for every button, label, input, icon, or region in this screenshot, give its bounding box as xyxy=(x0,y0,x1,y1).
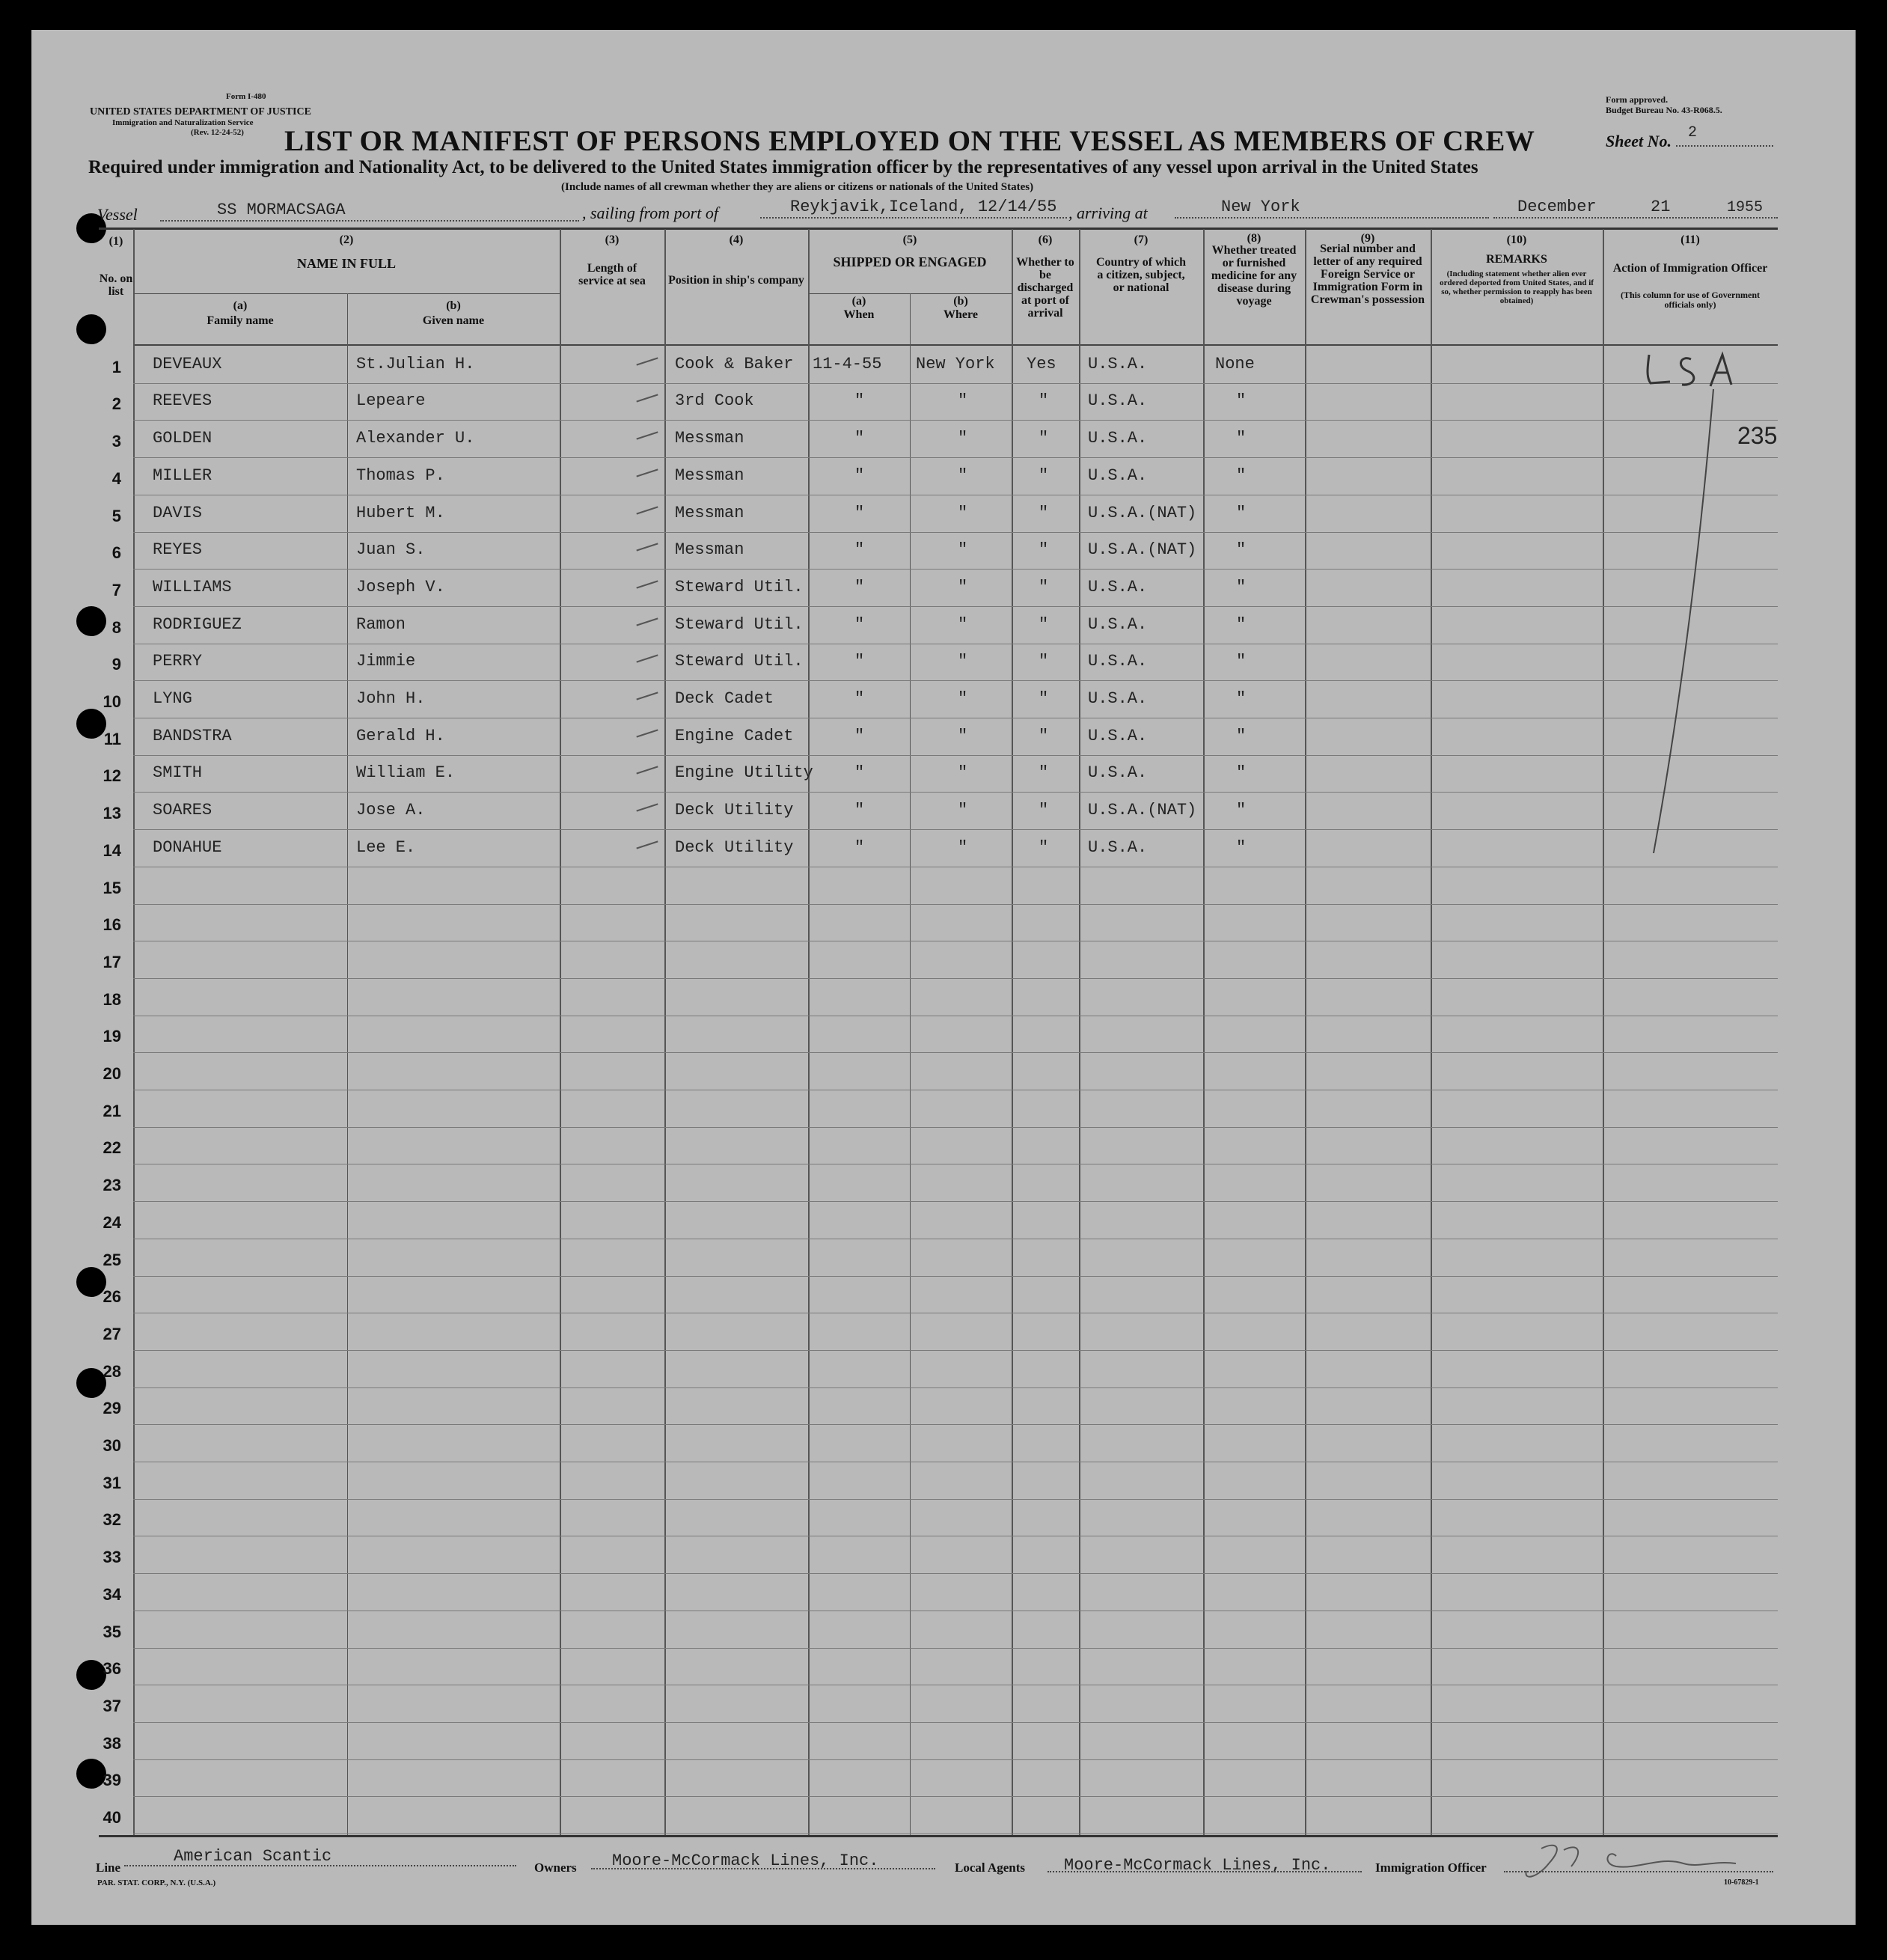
col9-label: Serial number and letter of any required Foreign Service or Immigration Form in Crewman's possession xyxy=(1310,242,1425,306)
col1-label: No. on list xyxy=(99,272,133,298)
line-label: Line xyxy=(96,1860,121,1875)
row-number: 40 xyxy=(103,1808,121,1827)
sailing-label: , sailing from port of xyxy=(582,204,718,222)
budget-bureau: Budget Bureau No. 43-R068.5. xyxy=(1606,105,1722,115)
department: UNITED STATES DEPARTMENT OF JUSTICE xyxy=(90,106,311,117)
punch-hole xyxy=(76,314,106,344)
crew-position: Messman xyxy=(675,504,744,522)
row-number: 33 xyxy=(103,1548,121,1566)
crew-family: DONAHUE xyxy=(153,838,222,857)
crew-given: Lee E. xyxy=(356,838,416,857)
crew-family: MILLER xyxy=(153,466,212,485)
vessel-name: SS MORMACSAGA xyxy=(217,201,346,219)
subtitle: Required under immigration and Nationality Act, to be delivered to the United States immigration officer by the representatives of any vessel upon arrival in the United States xyxy=(88,157,1478,177)
crew-country: U.S.A. xyxy=(1088,355,1148,373)
crew-when: " xyxy=(854,391,865,410)
crew-given: John H. xyxy=(356,689,426,708)
row-number: 4 xyxy=(111,469,121,488)
sailing-from: Reykjavik,Iceland, 12/14/55 xyxy=(790,198,1057,216)
crew-when: 11-4-55 xyxy=(813,355,882,373)
crew-discharged: " xyxy=(1039,689,1049,708)
owners-label: Owners xyxy=(534,1860,577,1875)
col11-sub: (This column for use of Government officials only) xyxy=(1620,290,1761,310)
crew-discharged: " xyxy=(1039,652,1049,671)
col11-label: Action of Immigration Officer xyxy=(1612,262,1768,275)
crew-discharged: " xyxy=(1039,615,1049,634)
crew-discharged: " xyxy=(1039,391,1049,410)
crew-when: " xyxy=(854,578,865,596)
col7-num: (7) xyxy=(1134,233,1149,246)
crew-country: U.S.A. xyxy=(1088,763,1148,782)
row-number: 14 xyxy=(103,841,121,860)
crew-when: " xyxy=(854,429,865,448)
row-number: 30 xyxy=(103,1436,121,1455)
crew-position: Deck Utility xyxy=(675,838,794,857)
col2-num: (2) xyxy=(339,233,354,246)
crew-discharged: Yes xyxy=(1027,355,1056,373)
crew-discharged: " xyxy=(1039,466,1049,485)
crew-where: " xyxy=(958,763,968,782)
crew-discharged: " xyxy=(1039,504,1049,522)
crew-medicine: " xyxy=(1236,466,1247,485)
crew-given: Gerald H. xyxy=(356,727,445,745)
crew-when: " xyxy=(854,504,865,522)
col5a-num: (a) xyxy=(851,295,866,308)
sheet-label: Sheet No. xyxy=(1606,132,1672,150)
col10-sub: (Including statement whether alien ever ordered deported from United States, and if so, whether permission to reapply has been obtained) xyxy=(1440,269,1594,305)
crew-when: " xyxy=(854,838,865,857)
crew-medicine: " xyxy=(1236,504,1247,522)
crew-given: Ramon xyxy=(356,615,406,634)
crew-position: Steward Util. xyxy=(675,652,804,671)
row-number: 20 xyxy=(103,1064,121,1083)
row-number: 18 xyxy=(103,990,121,1009)
crew-when: " xyxy=(854,466,865,485)
row-number: 36 xyxy=(103,1659,121,1678)
col4-num: (4) xyxy=(729,233,744,246)
row-number: 19 xyxy=(103,1027,121,1045)
crew-where: " xyxy=(958,578,968,596)
note: (Include names of all crewman whether they are aliens or citizens or nationals of the United States) xyxy=(561,181,1034,193)
col5a-label: When xyxy=(843,308,875,321)
crew-when: " xyxy=(854,615,865,634)
col4-label: Position in ship's company xyxy=(668,274,804,287)
crew-when: " xyxy=(854,652,865,671)
crew-position: Steward Util. xyxy=(675,578,804,596)
col8-num: (8) xyxy=(1247,232,1261,245)
crew-when: " xyxy=(854,801,865,819)
line-name: American Scantic xyxy=(174,1847,332,1866)
col6-label: Whether to be discharged at port of arrival xyxy=(1016,256,1074,320)
col2b-label: Given name xyxy=(422,314,485,327)
crew-country: U.S.A.(NAT) xyxy=(1088,504,1197,522)
crew-discharged: " xyxy=(1039,763,1049,782)
crew-medicine: " xyxy=(1236,838,1247,857)
arrival-year: 1955 xyxy=(1727,199,1764,216)
crew-family: DAVIS xyxy=(153,504,203,522)
row-number: 27 xyxy=(103,1325,121,1343)
crew-given: Thomas P. xyxy=(356,466,445,485)
crew-where: " xyxy=(958,391,968,410)
crew-given: William E. xyxy=(356,763,456,782)
crew-family: BANDSTRA xyxy=(153,727,232,745)
crew-count: 235 xyxy=(1737,422,1778,449)
crew-country: U.S.A. xyxy=(1088,466,1148,485)
row-number: 12 xyxy=(103,766,121,785)
crew-country: U.S.A.(NAT) xyxy=(1088,540,1197,559)
crew-where: " xyxy=(958,615,968,634)
crew-discharged: " xyxy=(1039,578,1049,596)
officer-label: Immigration Officer xyxy=(1375,1860,1487,1875)
crew-position: Messman xyxy=(675,466,744,485)
row-number: 25 xyxy=(103,1251,121,1269)
crew-medicine: " xyxy=(1236,689,1247,708)
crew-medicine: " xyxy=(1236,801,1247,819)
row-number: 10 xyxy=(103,692,121,711)
crew-where: " xyxy=(958,540,968,559)
service: Immigration and Naturalization Service xyxy=(112,118,254,127)
agents-label: Local Agents xyxy=(955,1860,1025,1875)
crew-when: " xyxy=(854,727,865,745)
crew-medicine: " xyxy=(1236,578,1247,596)
crew-medicine: " xyxy=(1236,763,1247,782)
crew-country: U.S.A. xyxy=(1088,727,1148,745)
crew-country: U.S.A. xyxy=(1088,652,1148,671)
col3-num: (3) xyxy=(605,233,620,246)
row-number: 6 xyxy=(111,543,121,562)
crew-where: " xyxy=(958,801,968,819)
crew-country: U.S.A. xyxy=(1088,615,1148,634)
crew-where: " xyxy=(958,466,968,485)
row-number: 24 xyxy=(103,1213,121,1232)
col10-num: (10) xyxy=(1506,233,1527,246)
row-number: 32 xyxy=(103,1510,121,1529)
crew-family: GOLDEN xyxy=(153,429,212,448)
page-title: LIST OR MANIFEST OF PERSONS EMPLOYED ON THE VESSEL AS MEMBERS OF CREW xyxy=(284,125,1535,157)
crew-medicine: " xyxy=(1236,540,1247,559)
col11-num: (11) xyxy=(1680,233,1700,246)
col8-label: Whether treated or furnished medicine for any disease during voyage xyxy=(1211,244,1297,308)
crew-given: Jimmie xyxy=(356,652,416,671)
row-number: 21 xyxy=(103,1102,121,1120)
col7-label: Country of which a citizen, subject, or national xyxy=(1095,256,1186,294)
col9-num: (9) xyxy=(1360,232,1375,245)
crew-family: LYNG xyxy=(153,689,192,708)
row-number: 17 xyxy=(103,953,121,971)
crew-family: SMITH xyxy=(153,763,203,782)
crew-given: Hubert M. xyxy=(356,504,445,522)
crew-family: RODRIGUEZ xyxy=(153,615,242,634)
crew-country: U.S.A. xyxy=(1088,578,1148,596)
crew-when: " xyxy=(854,763,865,782)
row-number: 38 xyxy=(103,1734,121,1753)
row-number: 29 xyxy=(103,1399,121,1417)
row-number: 28 xyxy=(103,1362,121,1381)
crew-given: Jose A. xyxy=(356,801,426,819)
crew-position: Deck Cadet xyxy=(675,689,774,708)
col2a-label: Family name xyxy=(207,314,274,327)
crew-position: Engine Cadet xyxy=(675,727,794,745)
row-number: 31 xyxy=(103,1474,121,1492)
crew-family: REYES xyxy=(153,540,203,559)
row-number: 39 xyxy=(103,1771,121,1789)
row-number: 13 xyxy=(103,804,121,822)
row-number: 16 xyxy=(103,915,121,934)
crew-country: U.S.A. xyxy=(1088,391,1148,410)
crew-discharged: " xyxy=(1039,838,1049,857)
row-number: 35 xyxy=(103,1622,121,1641)
crew-when: " xyxy=(854,689,865,708)
crew-family: PERRY xyxy=(153,652,203,671)
col5b-num: (b) xyxy=(953,295,968,308)
crew-discharged: " xyxy=(1039,801,1049,819)
crew-where: " xyxy=(958,838,968,857)
row-number: 34 xyxy=(103,1585,121,1604)
crew-discharged: " xyxy=(1039,727,1049,745)
crew-medicine: " xyxy=(1236,391,1247,410)
col3-label: Length of service at sea xyxy=(578,262,646,287)
sheet-number: 2 xyxy=(1688,124,1698,141)
row-number: 15 xyxy=(103,879,121,897)
crew-position: Engine Utility xyxy=(675,763,813,782)
vessel-label: Vessel xyxy=(97,205,138,224)
crew-where: " xyxy=(958,652,968,671)
crew-given: Juan S. xyxy=(356,540,426,559)
crew-where: " xyxy=(958,689,968,708)
crew-position: Cook & Baker xyxy=(675,355,794,373)
agents-name: Moore-McCormack Lines, Inc. xyxy=(1064,1856,1331,1875)
col2a-num: (a) xyxy=(233,299,248,312)
row-number: 3 xyxy=(111,432,121,451)
col1-num: (1) xyxy=(108,235,123,248)
col10-label: REMARKS xyxy=(1486,253,1547,266)
crew-given: Joseph V. xyxy=(356,578,445,596)
crew-medicine: " xyxy=(1236,652,1247,671)
crew-discharged: " xyxy=(1039,540,1049,559)
row-number: 8 xyxy=(111,618,121,637)
col2b-num: (b) xyxy=(446,299,461,312)
crew-family: WILLIAMS xyxy=(153,578,232,596)
crew-family: REEVES xyxy=(153,391,212,410)
col5b-label: Where xyxy=(944,308,978,321)
owners-name: Moore-McCormack Lines, Inc. xyxy=(612,1851,879,1870)
row-number: 2 xyxy=(111,394,121,413)
row-number: 37 xyxy=(103,1697,121,1715)
crew-family: DEVEAUX xyxy=(153,355,222,373)
printer: PAR. STAT. CORP., N.Y. (U.S.A.) xyxy=(97,1878,216,1887)
arrival-month: December xyxy=(1517,198,1597,216)
row-number: 7 xyxy=(111,581,121,599)
crew-country: U.S.A. xyxy=(1088,838,1148,857)
arriving-label: , arriving at xyxy=(1068,204,1148,222)
crew-country: U.S.A.(NAT) xyxy=(1088,801,1197,819)
row-number: 26 xyxy=(103,1287,121,1306)
crew-given: Lepeare xyxy=(356,391,426,410)
crew-where: New York xyxy=(916,355,995,373)
crew-where: " xyxy=(958,429,968,448)
crew-country: U.S.A. xyxy=(1088,689,1148,708)
crew-given: Alexander U. xyxy=(356,429,475,448)
crew-where: " xyxy=(958,504,968,522)
crew-position: 3rd Cook xyxy=(675,391,754,410)
crew-position: Messman xyxy=(675,429,744,448)
col5-num: (5) xyxy=(902,233,917,246)
col5-label: SHIPPED OR ENGAGED xyxy=(833,254,987,269)
row-number: 9 xyxy=(111,655,121,674)
crew-where: " xyxy=(958,727,968,745)
row-number: 1 xyxy=(111,358,121,376)
col2-label: NAME IN FULL xyxy=(296,256,396,271)
row-number: 11 xyxy=(103,730,121,748)
crew-family: SOARES xyxy=(153,801,212,819)
crew-discharged: " xyxy=(1039,429,1049,448)
crew-medicine: " xyxy=(1236,615,1247,634)
crew-medicine: " xyxy=(1236,429,1247,448)
arrival-day: 21 xyxy=(1651,198,1671,216)
crew-given: St.Julian H. xyxy=(356,355,475,373)
form-approved: Form approved. xyxy=(1606,94,1669,105)
crew-country: U.S.A. xyxy=(1088,429,1148,448)
row-number: 22 xyxy=(103,1138,121,1157)
crew-medicine: " xyxy=(1236,727,1247,745)
revision: (Rev. 12-24-52) xyxy=(191,128,244,137)
row-number: 5 xyxy=(111,507,121,525)
row-number: 23 xyxy=(103,1176,121,1194)
form-code: 10-67829-1 xyxy=(1724,1878,1759,1887)
crew-when: " xyxy=(854,540,865,559)
crew-position: Steward Util. xyxy=(675,615,804,634)
crew-medicine: None xyxy=(1215,355,1255,373)
form-number: Form I-480 xyxy=(226,92,266,101)
crew-position: Messman xyxy=(675,540,744,559)
arriving-at: New York xyxy=(1221,198,1300,216)
officer-signature xyxy=(1511,1834,1758,1893)
col6-num: (6) xyxy=(1038,233,1053,246)
crew-position: Deck Utility xyxy=(675,801,794,819)
